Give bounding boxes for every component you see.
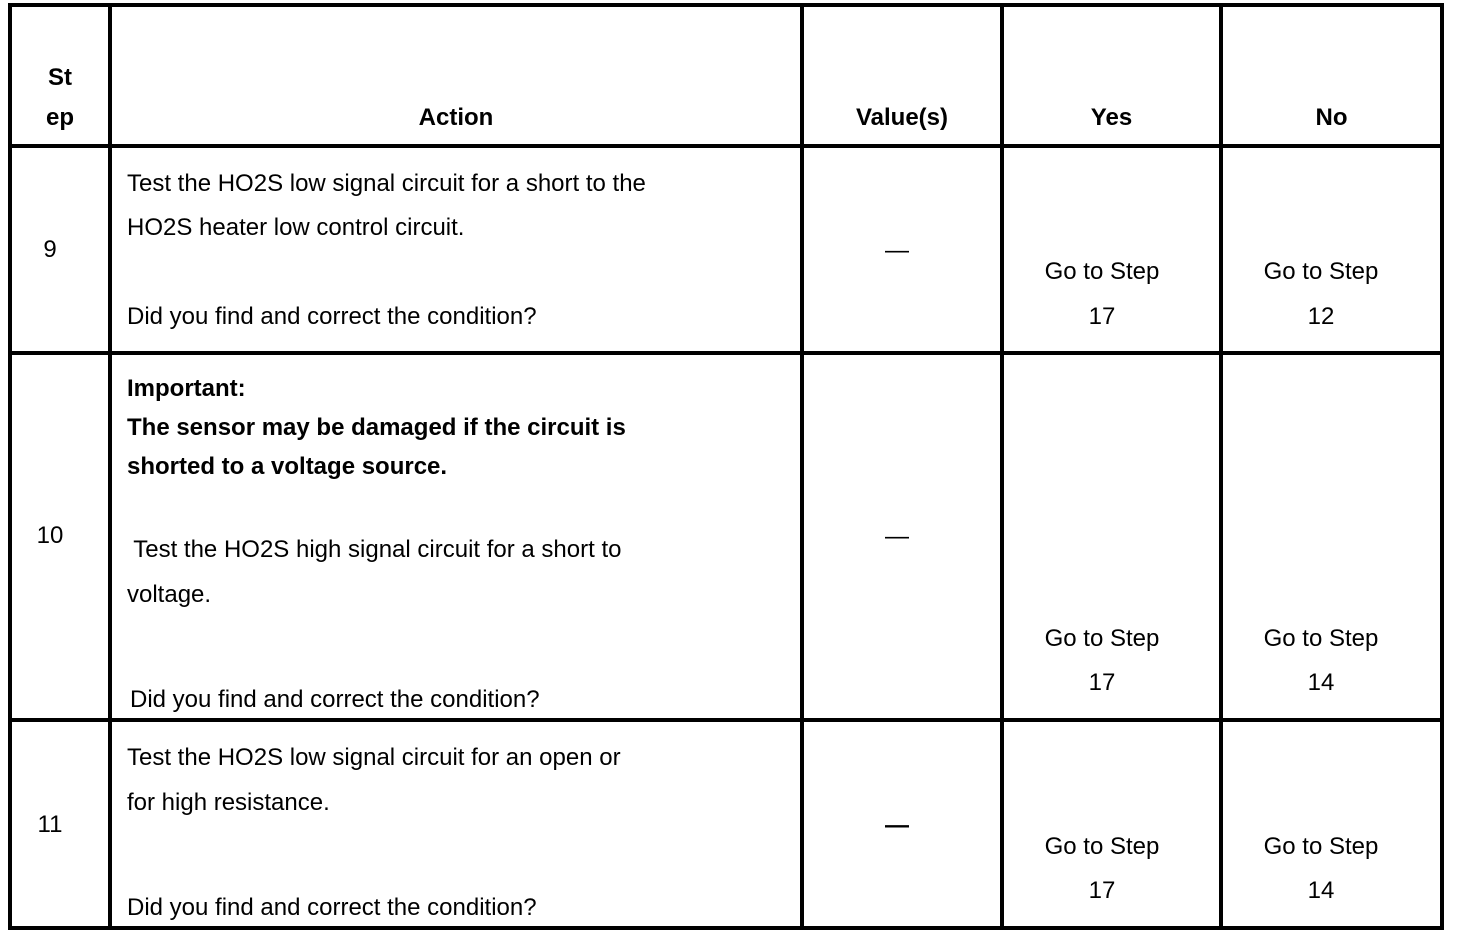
- column-divider: [800, 3, 804, 930]
- yes-goto-step: 17: [1088, 669, 1116, 696]
- value-dash: —: [885, 523, 909, 550]
- value-dash: —: [885, 812, 909, 839]
- action-text: Test the HO2S low signal circuit for an open or: [127, 744, 621, 771]
- column-divider: [1000, 3, 1004, 930]
- action-text: voltage.: [127, 581, 212, 608]
- action-text: Test the HO2S low signal circuit for a short to the: [127, 170, 646, 197]
- yes-goto-step: 17: [1088, 303, 1116, 330]
- header-no: No: [1315, 104, 1348, 131]
- no-goto-label: Go to Step: [1263, 625, 1379, 652]
- header-values: Value(s): [855, 104, 949, 131]
- yes-goto-step: 17: [1088, 877, 1116, 904]
- no-goto-step: 14: [1307, 669, 1335, 696]
- important-note: shorted to a voltage source.: [127, 453, 448, 480]
- action-question: Did you find and correct the condition?: [127, 303, 537, 330]
- yes-goto-label: Go to Step: [1044, 625, 1160, 652]
- header-yes: Yes: [1090, 104, 1133, 131]
- header-step-line2: ep: [45, 104, 74, 131]
- action-text: for high resistance.: [127, 789, 330, 816]
- row-divider: [8, 718, 1444, 722]
- header-step-line1: St: [48, 64, 72, 91]
- action-question: Did you find and correct the condition?: [127, 894, 537, 921]
- table-border-left: [8, 3, 12, 930]
- value-dash: —: [885, 237, 909, 264]
- step-number: 10: [36, 522, 64, 549]
- header-action: Action: [418, 104, 494, 131]
- no-goto-step: 14: [1307, 877, 1335, 904]
- step-number: 9: [43, 236, 57, 263]
- table-border-top: [8, 3, 1444, 7]
- yes-goto-label: Go to Step: [1044, 833, 1160, 860]
- no-goto-step: 12: [1307, 303, 1335, 330]
- yes-goto-label: Go to Step: [1044, 258, 1160, 285]
- important-note: The sensor may be damaged if the circuit is: [127, 414, 626, 441]
- column-divider: [1219, 3, 1223, 930]
- header-row-divider: [8, 144, 1444, 148]
- no-goto-label: Go to Step: [1263, 833, 1379, 860]
- no-goto-label: Go to Step: [1263, 258, 1379, 285]
- important-label: Important:: [127, 375, 246, 402]
- action-text: Test the HO2S high signal circuit for a short to: [127, 536, 622, 563]
- column-divider: [108, 3, 112, 930]
- action-question: Did you find and correct the condition?: [130, 686, 540, 713]
- table-border-right: [1440, 3, 1444, 930]
- table-border-bottom: [8, 926, 1444, 930]
- action-text: HO2S heater low control circuit.: [127, 214, 465, 241]
- step-number: 11: [37, 811, 63, 838]
- row-divider: [8, 351, 1444, 355]
